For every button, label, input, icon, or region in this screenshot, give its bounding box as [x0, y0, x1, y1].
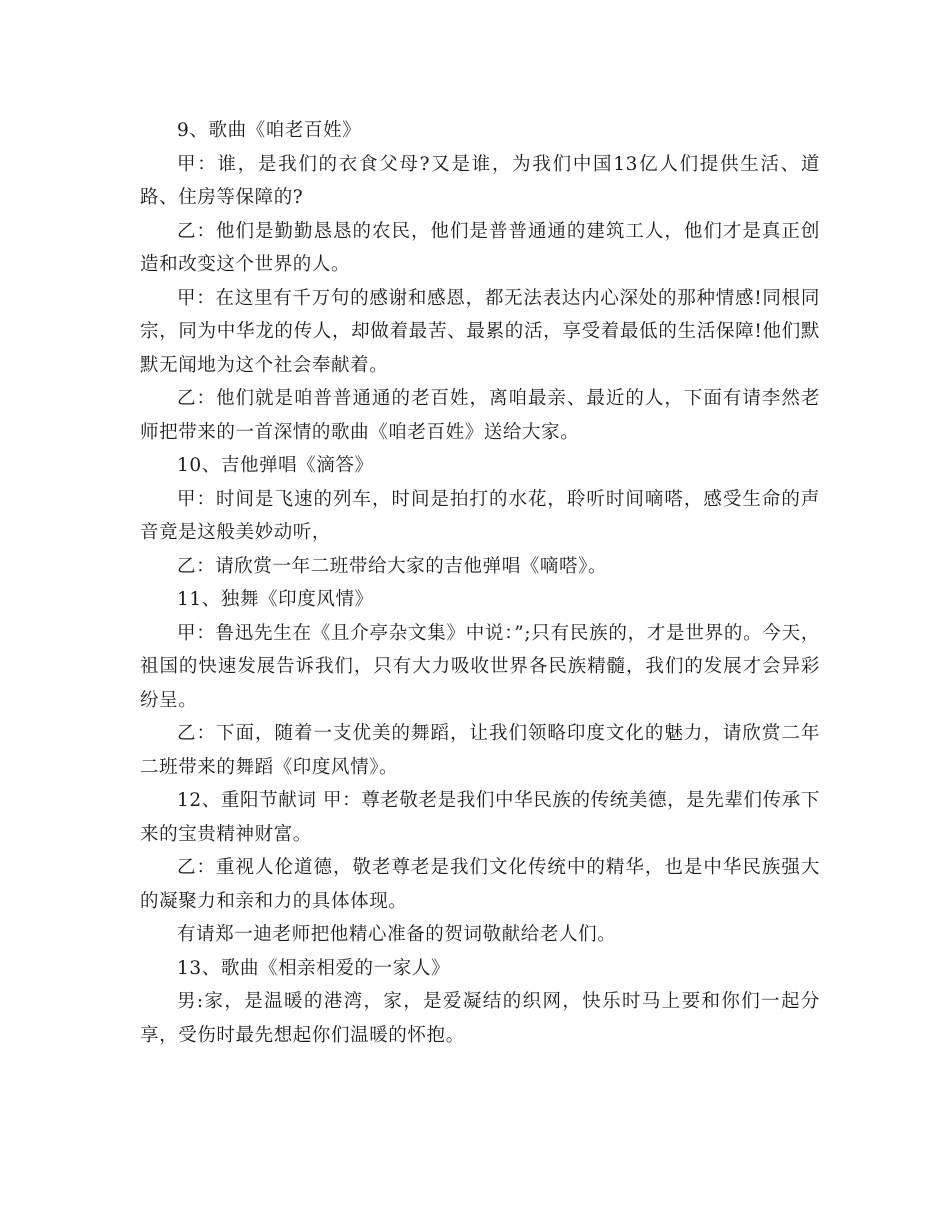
- document-body: [140, 114, 820, 1052]
- dialogue-paragraph: 乙：重视人伦道德，敬老尊老是我们文化传统中的精华，也是中华民族强大的凝聚力和亲和力的具体体现。: [140, 857, 820, 912]
- dialogue-paragraph: 乙：他们是勤勤恳恳的农民，他们是普普通通的建筑工人，他们才是真正创造和改变这个世界的人。: [140, 220, 820, 275]
- dialogue-paragraph: 乙：下面，随着一支优美的舞蹈，让我们领略印度文化的魅力，请欣赏二年二班带来的舞蹈《印度风情》。: [140, 723, 820, 778]
- dialogue-paragraph: 甲：鲁迅先生在《且介亭杂文集》中说：”;只有民族的，才是世界的。今天，祖国的快速发展告诉我们，只有大力吸收世界各民族精髓，我们的发展才会异彩纷呈。: [140, 622, 820, 711]
- dialogue-paragraph: 甲：谁，是我们的衣食父母?又是谁，为我们中国13亿人们提供生活、道路、住房等保障的?: [140, 153, 820, 208]
- heading-item-11: 11、独舞《印度风情》: [177, 589, 374, 610]
- heading-item-13: 13、歌曲《相亲相爱的一家人》: [177, 957, 451, 979]
- heading-item-12: 12、重阳节献词 甲：尊老敬老是我们中华民族的传统美德，是先辈们传承下来的宝贵精神财富。: [140, 790, 820, 845]
- heading-item-10: 10、吉他弹唱《滴答》: [177, 455, 374, 476]
- heading-item-9: 9、歌曲《咱老百姓》: [177, 120, 362, 141]
- dialogue-paragraph: 男:家，是温暖的港湾，家，是爱凝结的织网，快乐时马上要和你们一起分享，受伤时最先想起你们温暖的怀抱。: [140, 991, 820, 1046]
- dialogue-paragraph: 甲：时间是飞速的列车，时间是拍打的水花，聆听时间嘀嗒，感受生命的声音竟是这般美妙动听，: [140, 488, 820, 543]
- dialogue-paragraph: 甲：在这里有千万句的感谢和感恩，都无法表达内心深处的那种情感!同根同宗，同为中华龙的传人，却做着最苦、最累的活，享受着最低的生活保障!他们默默无闻地为这个社会奉献着。: [140, 287, 820, 376]
- dialogue-paragraph: 乙：他们就是咱普普通通的老百姓，离咱最亲、最近的人，下面有请李然老师把带来的一首深情的歌曲《咱老百姓》送给大家。: [140, 388, 820, 443]
- body-paragraph: 有请郑一迪老师把他精心准备的贺词敬献给老人们。: [177, 924, 617, 945]
- dialogue-paragraph: 乙：请欣赏一年二班带给大家的吉他弹唱《嘀嗒》。: [177, 555, 608, 577]
